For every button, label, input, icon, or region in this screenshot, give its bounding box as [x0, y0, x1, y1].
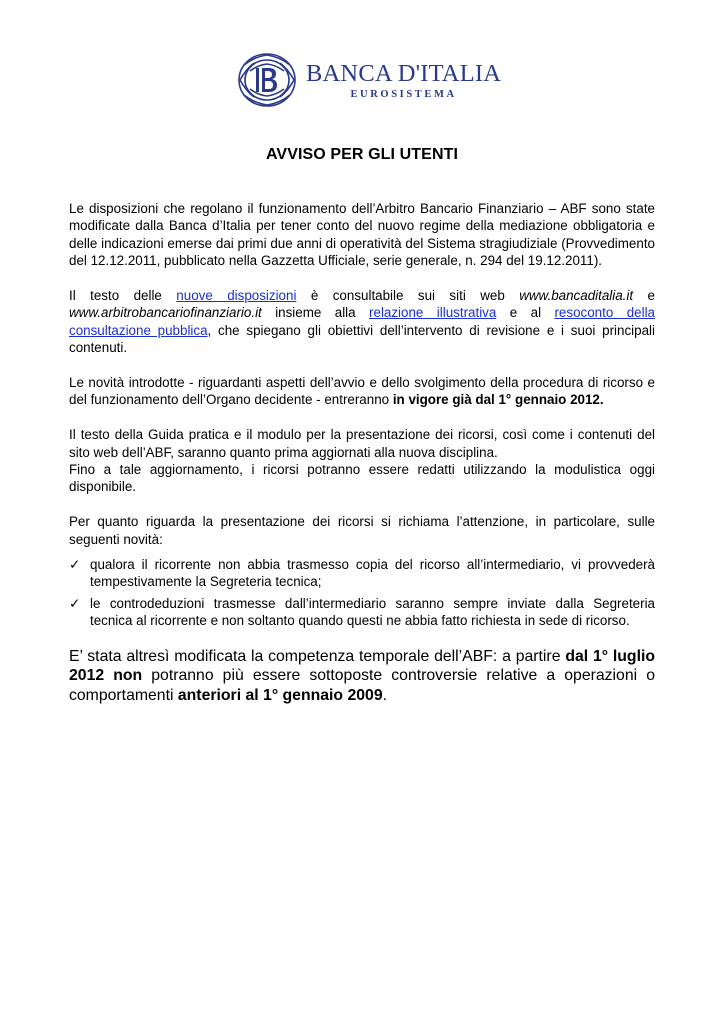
list-item: [69, 595, 655, 630]
text-segment: e al: [496, 305, 555, 321]
paragraph-novita: [69, 374, 655, 409]
text-segment: , che spiegano gli obiettivi dell’intervento di revisione e i suoi principali contenuti.: [69, 322, 655, 356]
paragraph-guida: Il testo della Guida pratica e il modulo per la presentazione dei ricorsi, così come i contenuti del sito web dell’ABF, saranno quanto prima aggiornati alla nuova disciplina.: [69, 427, 655, 460]
list-item-text: qualora il ricorrente non abbia trasmesso copia del ricorso all’intermediario, vi provvederà tempestivamente la Segreteria tecnica;: [90, 557, 655, 590]
list-item: [69, 556, 655, 591]
checkmark-icon: ✓: [69, 595, 81, 611]
text-segment: potranno più essere sottoposte controversie relative a operazioni o comportamenti: [69, 667, 655, 704]
link-nuove-disposizioni[interactable]: nuove disposizioni: [176, 288, 297, 304]
paragraph-links: [69, 287, 655, 357]
bold-vigore: in vigore già dal 1° gennaio 2012.: [392, 392, 604, 408]
text-segment: insieme alla: [261, 305, 370, 321]
text-segment: Le novità introdotte - riguardanti aspetti dell’avvio e dello svolgimento della procedura di ricorso e del funzionamento dell’Organo decidente - entreranno: [69, 375, 655, 408]
paragraph-aggiornamento: Fino a tale aggiornamento, i ricorsi potranno essere redatti utilizzando la modulistica oggi disponibile.: [69, 462, 655, 495]
notice-body: [69, 200, 655, 705]
text-segment: Il testo delle: [69, 288, 177, 304]
text-segment: .: [382, 686, 388, 704]
bold-luglio: dal 1° luglio 2012 non: [69, 647, 655, 685]
text-segment: e: [633, 288, 655, 304]
site-bancaditalia: www.bancaditalia.it: [519, 288, 634, 304]
paragraph-intro: Le disposizioni che regolano il funzionamento dell’Arbitro Bancario Finanziario – ABF sono state modificate dalla Banca d’Italia per tener conto del nuovo regime della mediazione obbligatoria e delle indicazioni emerse dai primi due anni di operatività del Sistema stragiudiziale (Provvedimento del 12.12.2011, pubblicato nella Gazzetta Ufficiale, serie generale, n. 294 del 19.12.2011).: [69, 201, 655, 269]
checkmark-icon: ✓: [69, 557, 81, 573]
page-title: AVVISO PER GLI UTENTI: [265, 146, 459, 163]
link-relazione-illustrativa[interactable]: relazione illustrativa: [369, 305, 497, 321]
text-segment: è consultabile sui siti web: [296, 288, 520, 304]
logo-name: BANCA D'ITALIA: [306, 59, 502, 87]
banca-italia-logo: [236, 51, 502, 109]
bold-anteriori: anteriori al 1° gennaio 2009: [177, 686, 383, 704]
banca-italia-emblem-icon: [236, 51, 298, 109]
novita-list: [69, 556, 655, 630]
site-abf: www.arbitrobancariofinanziario.it: [69, 305, 262, 321]
list-item-text: le controdeduzioni trasmesse dall’intermediario saranno sempre inviate dalla Segreteria tecnica al ricorrente e non soltanto quando questi ne abbia fatto richiesta in sede di ricorso.: [90, 595, 655, 629]
text-segment: E’ stata altresì modificata la competenza temporale dell’ABF: a partire: [69, 647, 566, 665]
paragraph-presentazione: Per quanto riguarda la presentazione dei ricorsi si richiama l’attenzione, in particolare, sulle seguenti novità:: [69, 514, 655, 547]
paragraph-competenza: [69, 647, 655, 706]
logo-subtitle: EUROSISTEMA: [350, 88, 457, 100]
link-resoconto-consultazione[interactable]: resoconto della consultazione pubblica: [69, 305, 655, 338]
